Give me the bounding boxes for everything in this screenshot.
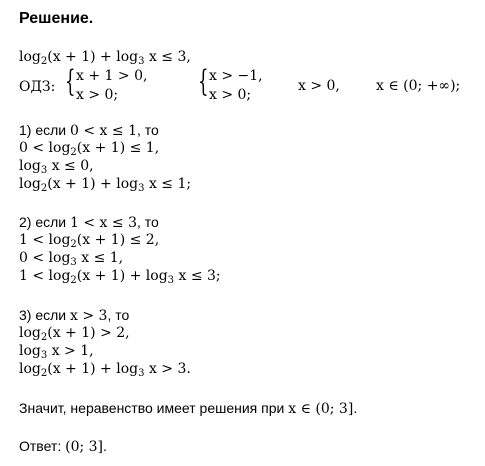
case1-line3: $\log_3 x \le 0$, bbox=[19, 158, 94, 176]
conclusion-line: Значит, неравенство имеет решения при x ∈ (0; 3]. bbox=[19, 400, 358, 417]
case3-heading: 3) если x > 3, то bbox=[19, 307, 130, 324]
case3-line3: $\log_3 x > 1$, bbox=[19, 343, 94, 361]
case1-line2: $0 < \log_2(x + 1) \le 1$, bbox=[19, 140, 160, 158]
case1-line4: $\log_2(x + 1) + \log_3 x \le 1$; bbox=[19, 176, 192, 194]
solution-title: Решение. bbox=[19, 10, 94, 27]
case2-line4: $1 < \log_2(x + 1) + \log_3 x \le 3$; bbox=[19, 268, 221, 286]
odz-result-2: x ∈ (0; +∞); bbox=[376, 78, 461, 94]
case2-line2: $1 < \log_2(x + 1) \le 2$, bbox=[19, 232, 160, 250]
odz-label: ОДЗ: bbox=[19, 79, 56, 95]
case1-heading: 1) если 0 < x ≤ 1, то bbox=[19, 122, 159, 139]
case3-line2: $\log_2(x + 1) > 2$, bbox=[19, 325, 130, 343]
case3-line4: $\log_2(x + 1) + \log_3 x > 3$. bbox=[19, 361, 191, 379]
case2-heading: 2) если 1 < x ≤ 3, то bbox=[19, 214, 159, 231]
main-inequality: $\log_2(x + 1) + \log_3 x \le 3$, bbox=[19, 49, 191, 67]
case2-line3: $0 < \log_3 x \le 1$, bbox=[19, 250, 124, 268]
answer-line: Ответ: (0; 3]. bbox=[19, 438, 107, 455]
odz-result-1: x > 0, bbox=[298, 78, 340, 94]
